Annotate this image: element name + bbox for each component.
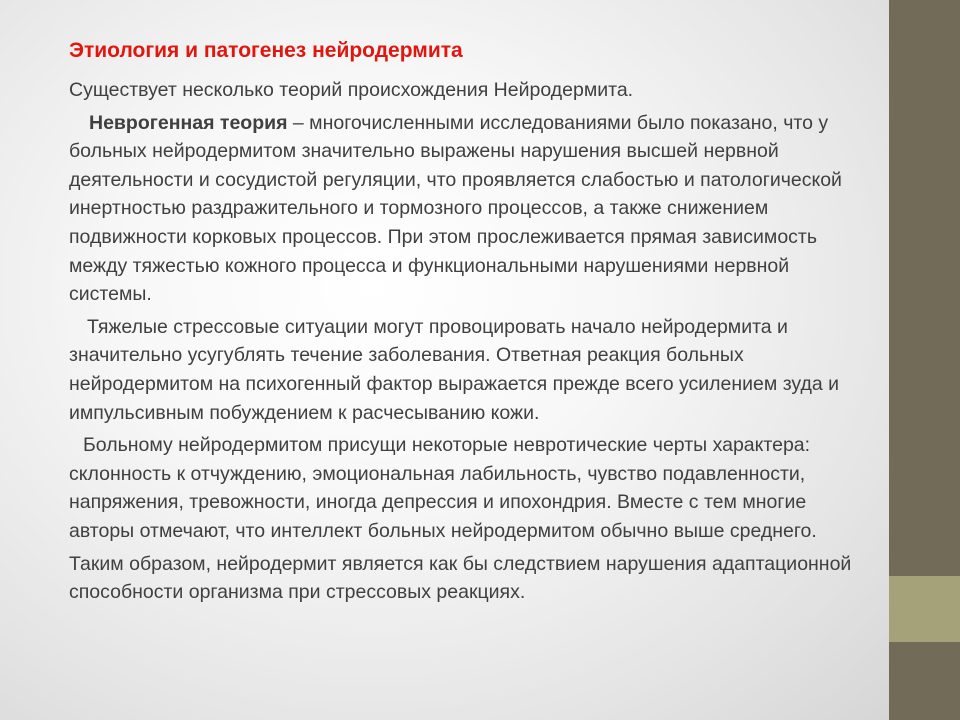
- character-traits-paragraph: Больному нейродермитом присущи некоторые невротические черты характера: склонность к отчуждению, эмоциональная лабильность, чувство подавленности, напряжения, тревожности, иногда депрессия и ипохондрия. Вместе с тем многие авторы отмечают, что интеллект больных нейродермитом обычно выше среднего.: [69, 434, 817, 542]
- slide-title: Этиология и патогенез нейродермита: [69, 39, 463, 62]
- stress-paragraph: Тяжелые стрессовые ситуации могут провоцировать начало нейродермита и значительно усугублять течение заболевания. Ответная реакция больных нейродермитом на психогенный фактор выражается прежде всего усилением зуда и импульсивным побуждением к расчесыванию кожи.: [69, 315, 840, 424]
- side-bar-accent: [889, 576, 960, 642]
- conclusion-paragraph: Таким образом, нейродермит является как бы следствием нарушения адаптационной способности организма при стрессовых реакциях.: [69, 552, 852, 604]
- neurogenic-theory-heading: Неврогенная теория: [89, 111, 288, 134]
- neurogenic-theory-paragraph: [69, 109, 869, 309]
- slide-body: [69, 76, 869, 611]
- intro-paragraph: Существует несколько теорий происхождения Нейродермита.: [69, 79, 634, 101]
- neurogenic-theory-text: – многочисленными исследованиями было показано, что у больных нейродермитом значительно выражены нарушения высшей нервной деятельности и сосудистой регуляции, что проявляется слабостью и патологической инертностью раздражительного и тормозного процессов, а также снижением подвижности корковых процессов. При этом прослеживается прямая зависимость между тяжестью кожного процесса и функциональными нарушениями нервной системы.: [69, 111, 842, 306]
